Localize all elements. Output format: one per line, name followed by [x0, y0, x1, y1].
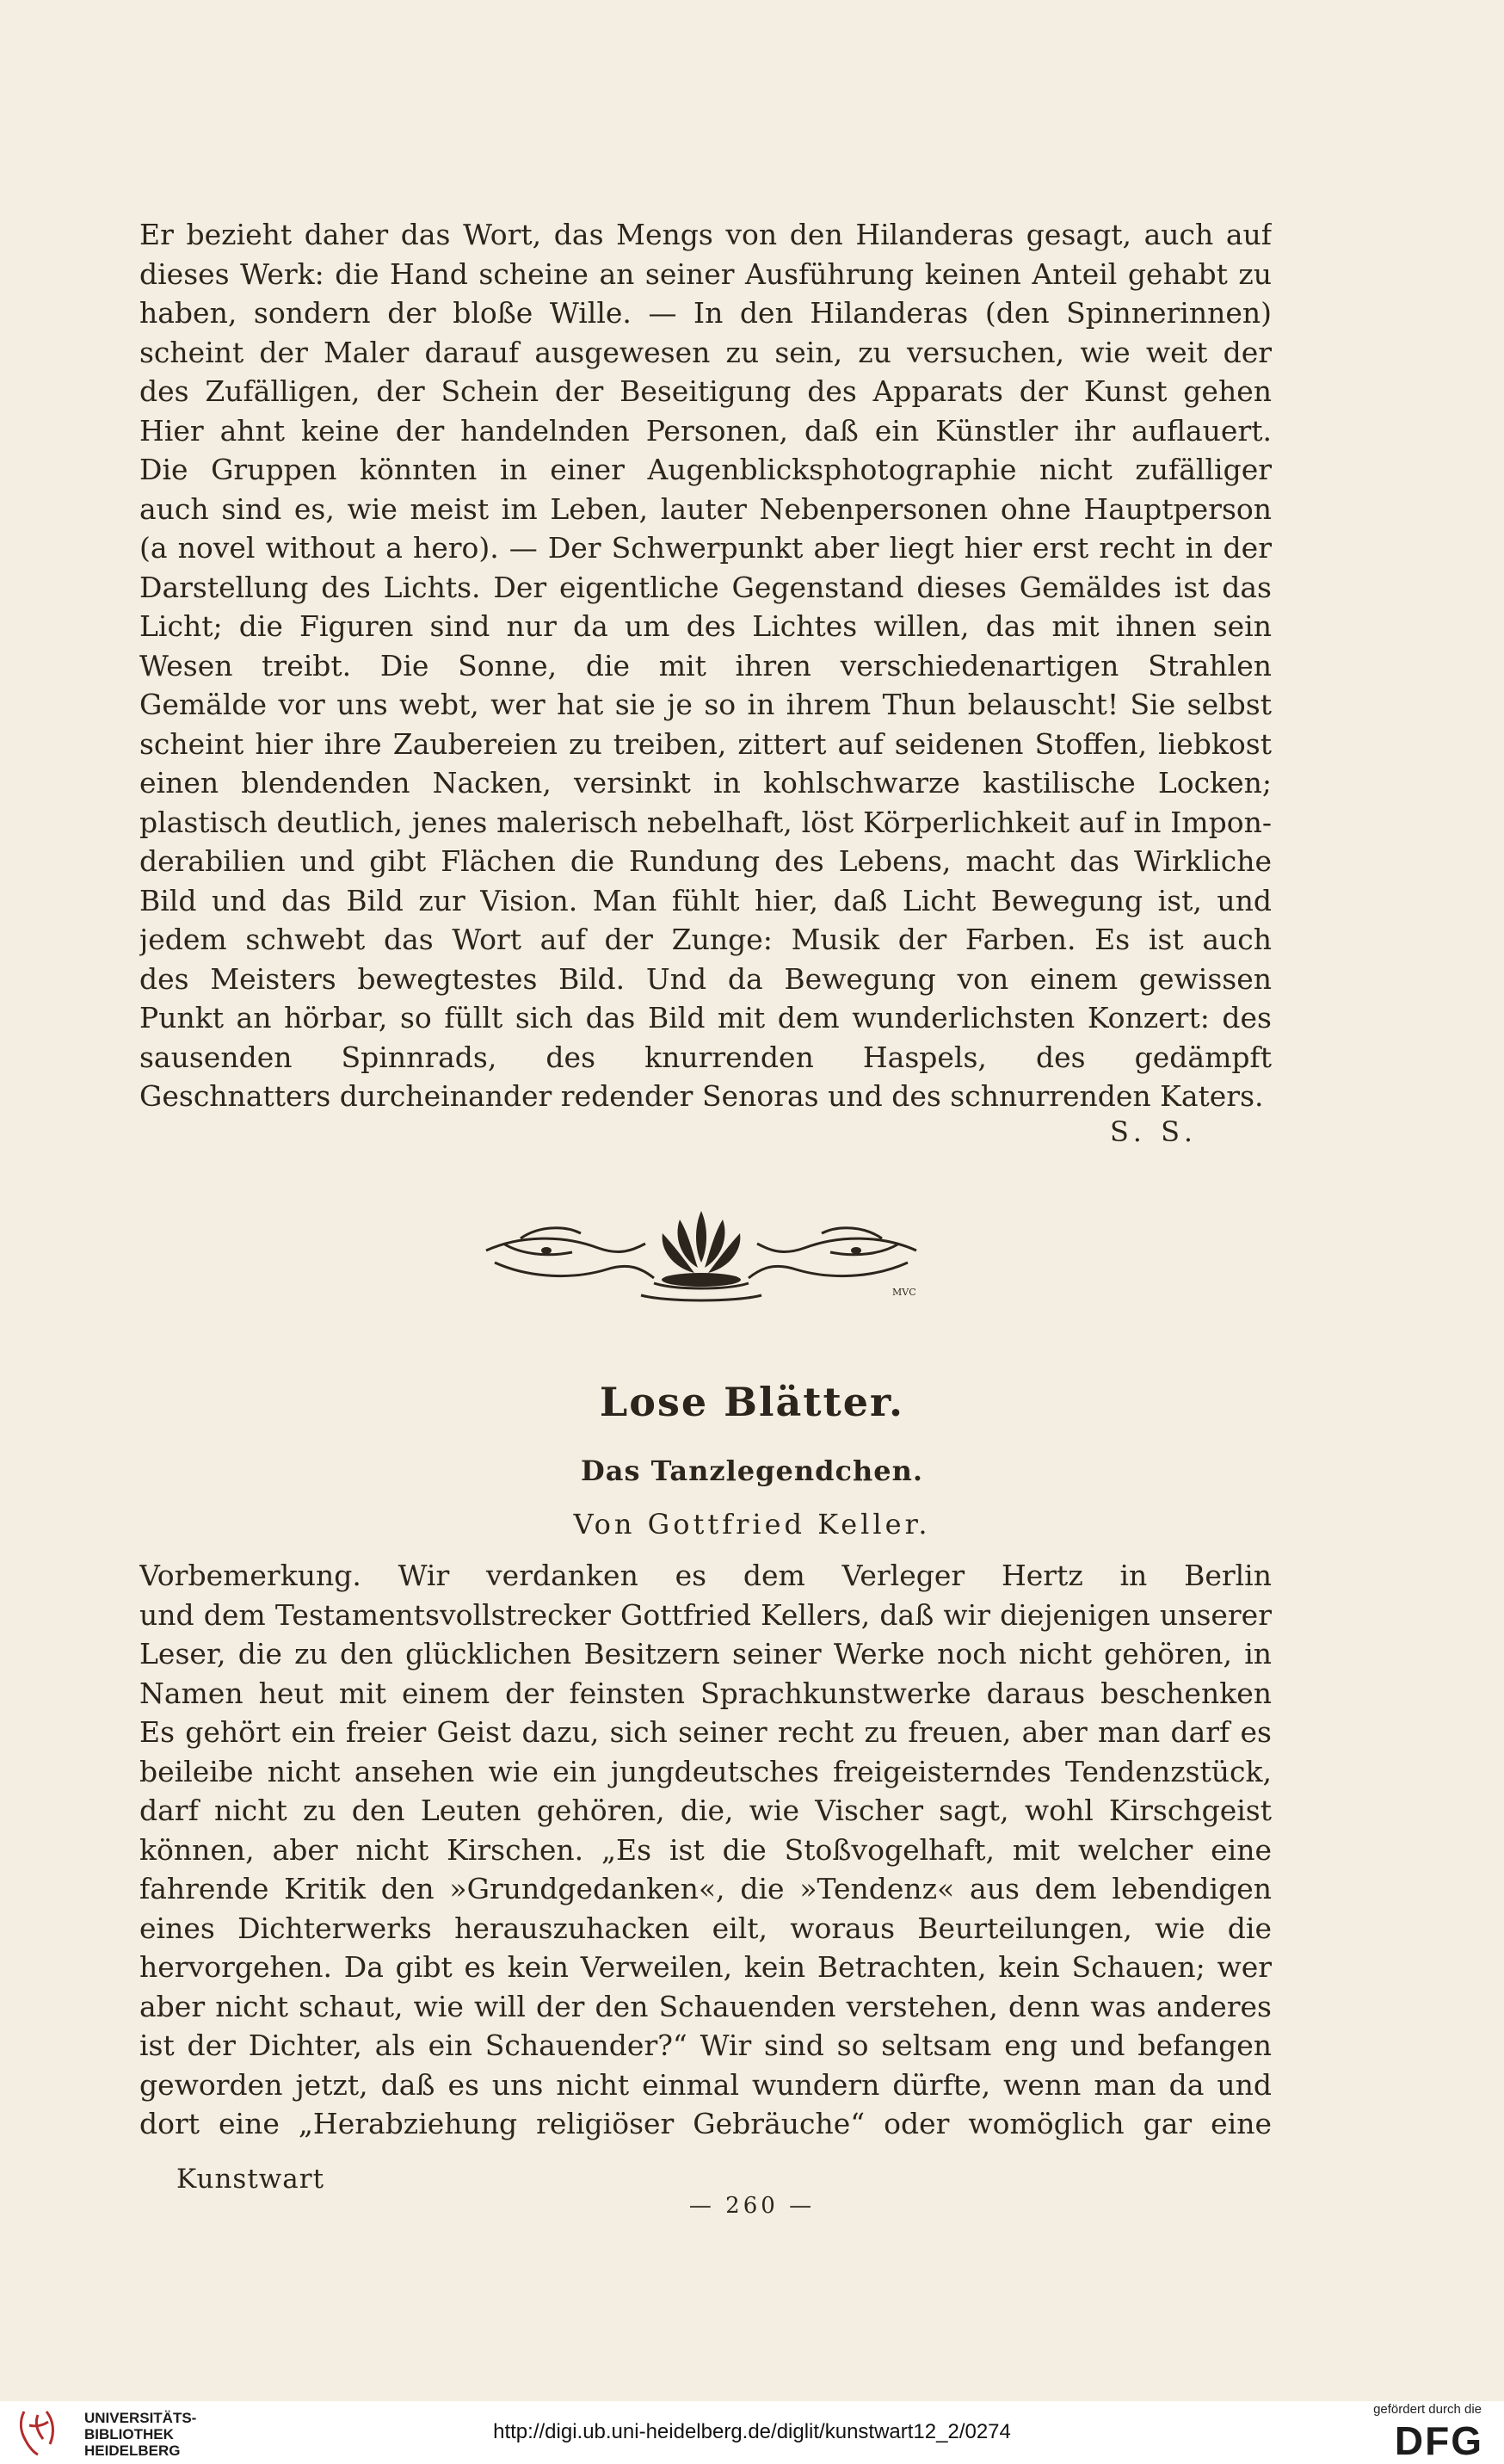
institution-line: BIBLIOTHEK [84, 2426, 174, 2442]
essay-text-line: des Meisters bewegtestes Bild. Und da Bewegung von einem gewissen [139, 961, 1272, 996]
essay-text-line: Hier ahnt keine der handelnden Personen, daß ein Künstler ihr auflauert. [139, 413, 1272, 448]
essay-text-line: plastisch deutlich, jenes malerisch nebelhaft, löst Körperlichkeit auf in Impon- [139, 805, 1272, 839]
story-text-line: Namen heut mit einem der feinsten Sprachkunstwerke daraus beschenken [139, 1676, 1272, 1710]
essay-text-line: Geschnatters durcheinander redender Senoras und des schnurrenden Katers. [139, 1079, 1264, 1113]
story-text-line: ist der Dichter, als ein Schauender?“ Wir sind so seltsam eng und befangen [139, 2029, 1272, 2062]
essay-text-line: (a novel without a hero). — Der Schwerpunkt aber liegt hier erst recht in der [139, 531, 1272, 565]
story-text-line: fahrende Kritik den »Grundgedanken«, die »Tendenz« aus dem lebendigen [139, 1872, 1272, 1905]
institution-line: UNIVERSITÄTS- [84, 2410, 197, 2426]
page-number: — 260 — [688, 2193, 816, 2219]
essay-text-line: Die Gruppen könnten in einer Augenblicksphotographie nicht zufälliger [139, 453, 1272, 486]
essay-text [139, 215, 1272, 1116]
dfg-logo: DFG [1394, 2418, 1483, 2463]
essay-text-line: haben, sondern der bloße Wille. — In den Hilanderas (den Spinnerinnen) [139, 296, 1272, 330]
story-text-line: Es gehört ein freier Geist dazu, sich seiner recht zu freuen, aber man darf es [139, 1715, 1272, 1749]
essay-text-line: Punkt an hörbar, so füllt sich das Bild mit dem wunderlichsten Konzert: des [139, 1001, 1272, 1034]
essay-text-line: auch sind es, wie meist im Leben, lauter Nebenpersonen ohne Hauptperson [139, 491, 1272, 526]
story-text-line: dort eine „Herabziehung religiöser Gebräuche“ oder womöglich gar eine [139, 2107, 1272, 2140]
essay-text-line: sausenden Spinnrads, des knurrenden Haspels, des gedämpft [139, 1040, 1272, 1074]
story-text-line: beileibe nicht ansehen wie ein jungdeutsches freigeisterndes Tendenzstück, [139, 1754, 1272, 1788]
floral-vignette-icon [469, 1201, 934, 1312]
essay-text-line: dieses Werk: die Hand scheine an seiner Ausführung keinen Anteil gehabt zu [139, 256, 1272, 291]
story-text-line: Leser, die zu den glücklichen Besitzern seiner Werke noch nicht gehören, in [139, 1637, 1272, 1670]
essay-text-line: scheint der Maler darauf ausgewesen zu sein, zu versuchen, wie weit der [139, 335, 1272, 369]
story-text-line: und dem Testamentsvollstrecker Gottfried Kellers, daß wir diejenigen unserer [139, 1597, 1272, 1632]
essay-text-line: Gemälde vor uns webt, wer hat sie je so in ihrem Thun belauscht! Sie selbst [139, 688, 1272, 721]
essay-signature: S. S. [1110, 1115, 1199, 1148]
story-text-line: geworden jetzt, daß es uns nicht einmal wundern dürfte, wenn man da und [139, 2067, 1272, 2102]
essay-text-line: Bild und das Bild zur Vision. Man fühlt hier, daß Licht Bewegung ist, und [139, 883, 1272, 917]
essay-text-line: jedem schwebt das Wort auf der Zunge: Musik der Farben. Es ist auch [139, 923, 1272, 956]
essay-text-line: Wesen treibt. Die Sonne, die mit ihren verschiedenartigen Strahlen [139, 648, 1272, 682]
story-text-line: aber nicht schaut, wie will der den Schauenden verstehen, denn was anderes [139, 1989, 1272, 2023]
section-title: Lose Blätter. [599, 1379, 905, 1425]
story-text-line: können, aber nicht Kirschen. „Es ist die Stoßvogelhaft, mit welcher eine [139, 1832, 1272, 1867]
story-title: Das Tanzlegendchen. [581, 1454, 923, 1487]
essay-text-line: einen blendenden Nacken, versinkt in kohlschwarze kastilische Locken; [139, 766, 1272, 800]
essay-text-line: derabilien und gibt Flächen die Rundung des Lebens, macht das Wirkliche [139, 844, 1272, 878]
story-text-line: hervorgehen. Da gibt es kein Verweilen, kein Betrachten, kein Schauen; wer [139, 1950, 1272, 1984]
story-text-line: darf nicht zu den Leuten gehören, die, wie Vischer sagt, wohl Kirschgeist [139, 1794, 1272, 1827]
essay-text-line: Darstellung des Lichts. Der eigentliche Gegenstand dieses Gemäldes ist das [139, 570, 1272, 604]
journal-name: Kunstwart [176, 2164, 325, 2195]
story-author: Von Gottfried Keller. [573, 1508, 931, 1541]
essay-text-line: des Zufälligen, der Schein der Beseitigung des Apparats der Kunst gehen [139, 374, 1272, 408]
permalink-url[interactable]: http://digi.ub.uni-heidelberg.de/diglit/kunstwart12_2/0274 [493, 2420, 1011, 2443]
story-text-line: Vorbemerkung. Wir verdanken es dem Verleger Hertz in Berlin [139, 1559, 1272, 1592]
essay-text-line: scheint hier ihre Zaubereien zu treiben, zittert auf seidenen Stoffen, liebkost [139, 726, 1272, 761]
ornament-artist-mark: MVC [892, 1287, 916, 1298]
essay-text-line: Er bezieht daher das Wort, das Mengs von den Hilanderas gesagt, auch auf [139, 218, 1272, 251]
essay-text-line: Licht; die Figuren sind nur da um des Lichtes willen, das mit ihnen sein [139, 609, 1272, 643]
story-text [139, 1556, 1272, 2144]
institution-line: HEIDELBERG [84, 2442, 181, 2459]
story-text-line: eines Dichterwerks herauszuhacken eilt, woraus Beurteilungen, wie die [139, 1911, 1272, 1945]
funding-caption: gefördert durch die [1373, 2402, 1482, 2417]
